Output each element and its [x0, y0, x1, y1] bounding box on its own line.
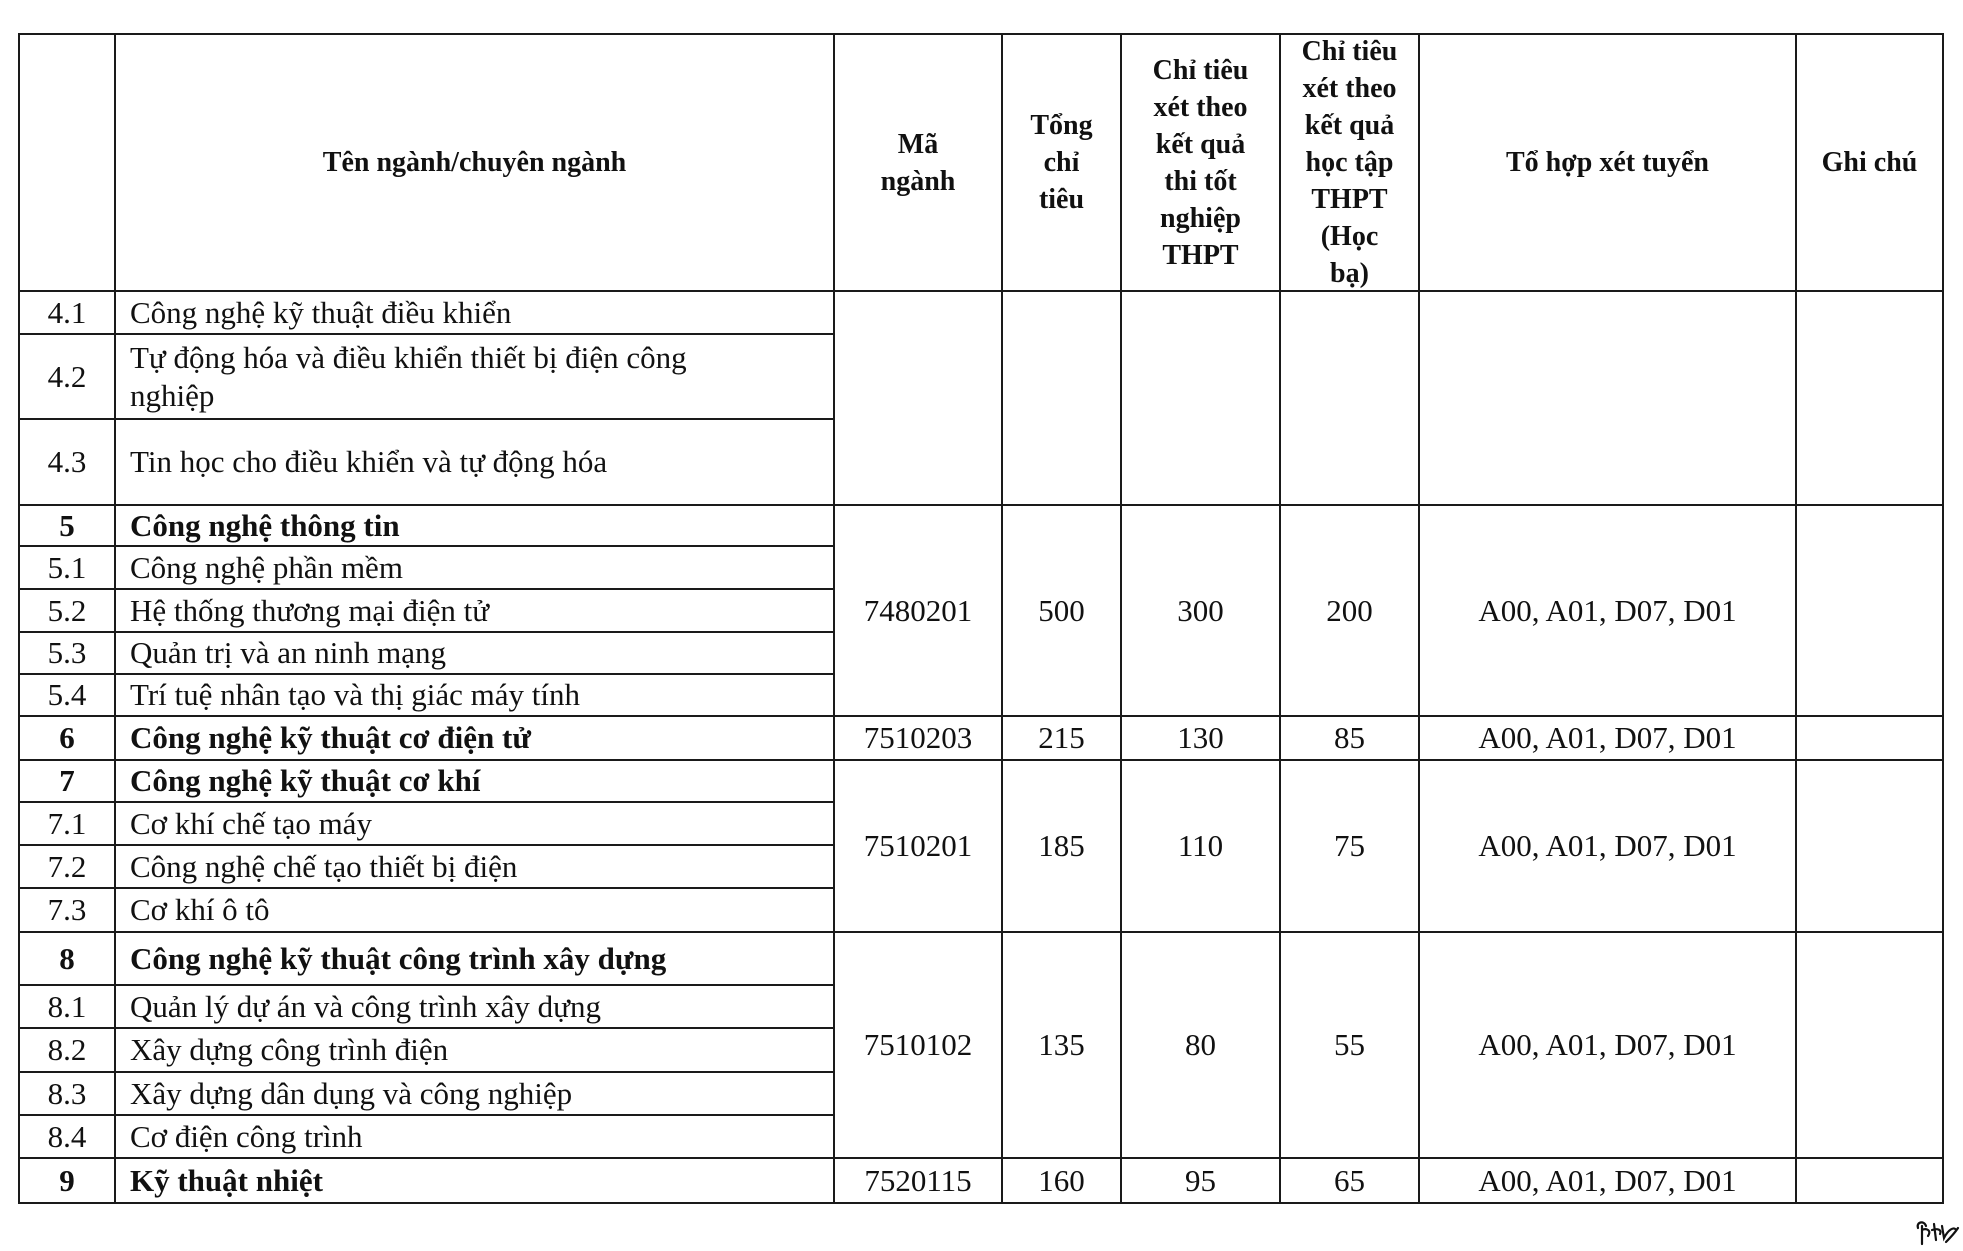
group-exam-quota: 95: [1185, 1162, 1216, 1198]
row-name: Công nghệ phần mềm: [130, 549, 403, 585]
row-stt: 4.1: [47, 294, 87, 330]
row-stt: 5: [59, 507, 75, 543]
row-stt: 9: [59, 1162, 75, 1198]
header-combos: Tổ hợp xét tuyển: [1506, 147, 1709, 178]
row-name: Hệ thống thương mại điện tử: [130, 592, 490, 628]
header-exam-line: THPT: [1162, 239, 1239, 271]
row-stt: 5.2: [47, 592, 87, 628]
row-stt: 7.2: [47, 848, 87, 884]
group-exam-quota: 130: [1177, 720, 1224, 755]
group-transcript-quota: 85: [1334, 720, 1365, 755]
row-stt: 8.1: [47, 988, 87, 1024]
row-stt: 5.4: [47, 677, 87, 712]
group-note: [1797, 717, 1942, 759]
row-stt: 8.4: [47, 1118, 87, 1154]
group-code: 7480201: [863, 592, 973, 628]
group-total: 135: [1038, 1027, 1085, 1062]
group-transcript-quota: 55: [1334, 1027, 1365, 1062]
row-stt: 5.1: [47, 549, 87, 585]
header-exam-line: Chỉ tiêu: [1152, 54, 1249, 86]
header-exam-quota: [1122, 35, 1279, 290]
header-transcript-line: (Học: [1320, 221, 1379, 252]
group-combos: A00, A01, D07, D01: [1478, 1162, 1737, 1198]
group-exam-quota: 300: [1177, 592, 1224, 628]
group-code: 7510102: [863, 1027, 973, 1062]
header-exam-line: xét theo: [1153, 91, 1248, 123]
row-name: Quản lý dự án và công trình xây dựng: [130, 988, 601, 1024]
row-name: Kỹ thuật nhiệt: [130, 1162, 323, 1198]
group-total: 160: [1038, 1162, 1085, 1198]
group-code: 7520115: [864, 1162, 972, 1198]
group-transcript-quota: 65: [1334, 1162, 1365, 1198]
group-note: [1797, 933, 1942, 1157]
header-name: Tên ngành/chuyên ngành: [322, 147, 627, 178]
header-code-line: Mã: [897, 128, 939, 160]
header-note: Ghi chú: [1821, 147, 1918, 178]
header-transcript-line: kết quả: [1304, 110, 1395, 141]
row-name: Công nghệ kỹ thuật điều khiển: [130, 294, 512, 330]
group-combos: A00, A01, D07, D01: [1478, 1027, 1737, 1062]
header-exam-line: thi tốt: [1164, 165, 1237, 197]
row-name: Tự động hóa và điều khiển thiết bị điện công nghiệp: [130, 339, 687, 413]
group-total: 215: [1038, 720, 1085, 755]
group-exam-quota: 80: [1185, 1027, 1216, 1062]
row-name: Cơ khí chế tạo máy: [130, 805, 372, 841]
group-transcript-quota: 75: [1334, 828, 1365, 863]
row-name: Công nghệ kỹ thuật công trình xây dựng: [130, 940, 667, 976]
group-transcript-quota: 200: [1326, 592, 1373, 628]
row-name: Công nghệ kỹ thuật cơ điện tử: [130, 720, 531, 755]
row-stt: 6: [59, 720, 75, 755]
header-total-line: tiêu: [1038, 184, 1085, 215]
row-stt: 7: [59, 763, 75, 798]
row-name: Công nghệ kỹ thuật cơ khí: [130, 763, 481, 798]
group-combos: A00, A01, D07, D01: [1478, 828, 1737, 863]
col-divider: [1942, 33, 1944, 1204]
row-name: Tin học cho điều khiển và tự động hóa: [130, 444, 608, 479]
row-stt: 7.1: [47, 805, 87, 841]
header-transcript-quota: [1281, 35, 1418, 290]
header-exam-line: kết quả: [1155, 128, 1246, 160]
group-note: [1797, 761, 1942, 931]
header-code-line: ngành: [880, 165, 956, 197]
row-name: Công nghệ chế tạo thiết bị điện: [130, 848, 518, 884]
row-name: Xây dựng công trình điện: [130, 1032, 449, 1067]
row-stt: 4.3: [47, 444, 87, 479]
header-stt: [20, 35, 114, 290]
group-code: 7510203: [863, 720, 973, 755]
group-code: 7510201: [863, 828, 973, 863]
header-total-line: Tổng: [1030, 110, 1093, 141]
header-code: [835, 35, 1001, 290]
row-name: Công nghệ thông tin: [130, 507, 400, 543]
header-transcript-line: Chỉ tiêu: [1301, 36, 1398, 67]
group-note: [1797, 506, 1942, 715]
header-transcript-line: học tập: [1305, 147, 1394, 178]
handwritten-initials-icon: [1912, 1218, 1960, 1248]
group-exam-quota: 110: [1177, 828, 1224, 863]
row-stt: 8.2: [47, 1032, 87, 1067]
group-combos: A00, A01, D07, D01: [1478, 720, 1737, 755]
row-stt: 7.3: [47, 892, 87, 927]
row-name: Xây dựng dân dụng và công nghiệp: [130, 1075, 573, 1111]
row-name: Trí tuệ nhân tạo và thị giác máy tính: [130, 677, 580, 712]
row-stt: 8.3: [47, 1075, 87, 1111]
group-total: 500: [1038, 592, 1085, 628]
header-transcript-line: bạ): [1330, 258, 1369, 289]
row-stt: 5.3: [47, 635, 87, 670]
row-name: Cơ khí ô tô: [130, 892, 270, 927]
row-stt: 8: [59, 940, 75, 976]
row-name: Cơ điện công trình: [130, 1118, 363, 1154]
row-stt: 4.2: [47, 358, 87, 394]
header-transcript-line: THPT: [1311, 184, 1388, 215]
header-total: [1003, 35, 1120, 290]
group-total: 185: [1038, 828, 1085, 863]
row-name: Quản trị và an ninh mạng: [130, 635, 446, 670]
header-transcript-line: xét theo: [1302, 73, 1397, 104]
table-bottom-border: [18, 1202, 1944, 1204]
header-total-line: chỉ: [1043, 147, 1080, 178]
group-combos: A00, A01, D07, D01: [1478, 592, 1737, 628]
header-exam-line: nghiệp: [1160, 202, 1241, 234]
group-note: [1797, 1159, 1942, 1202]
